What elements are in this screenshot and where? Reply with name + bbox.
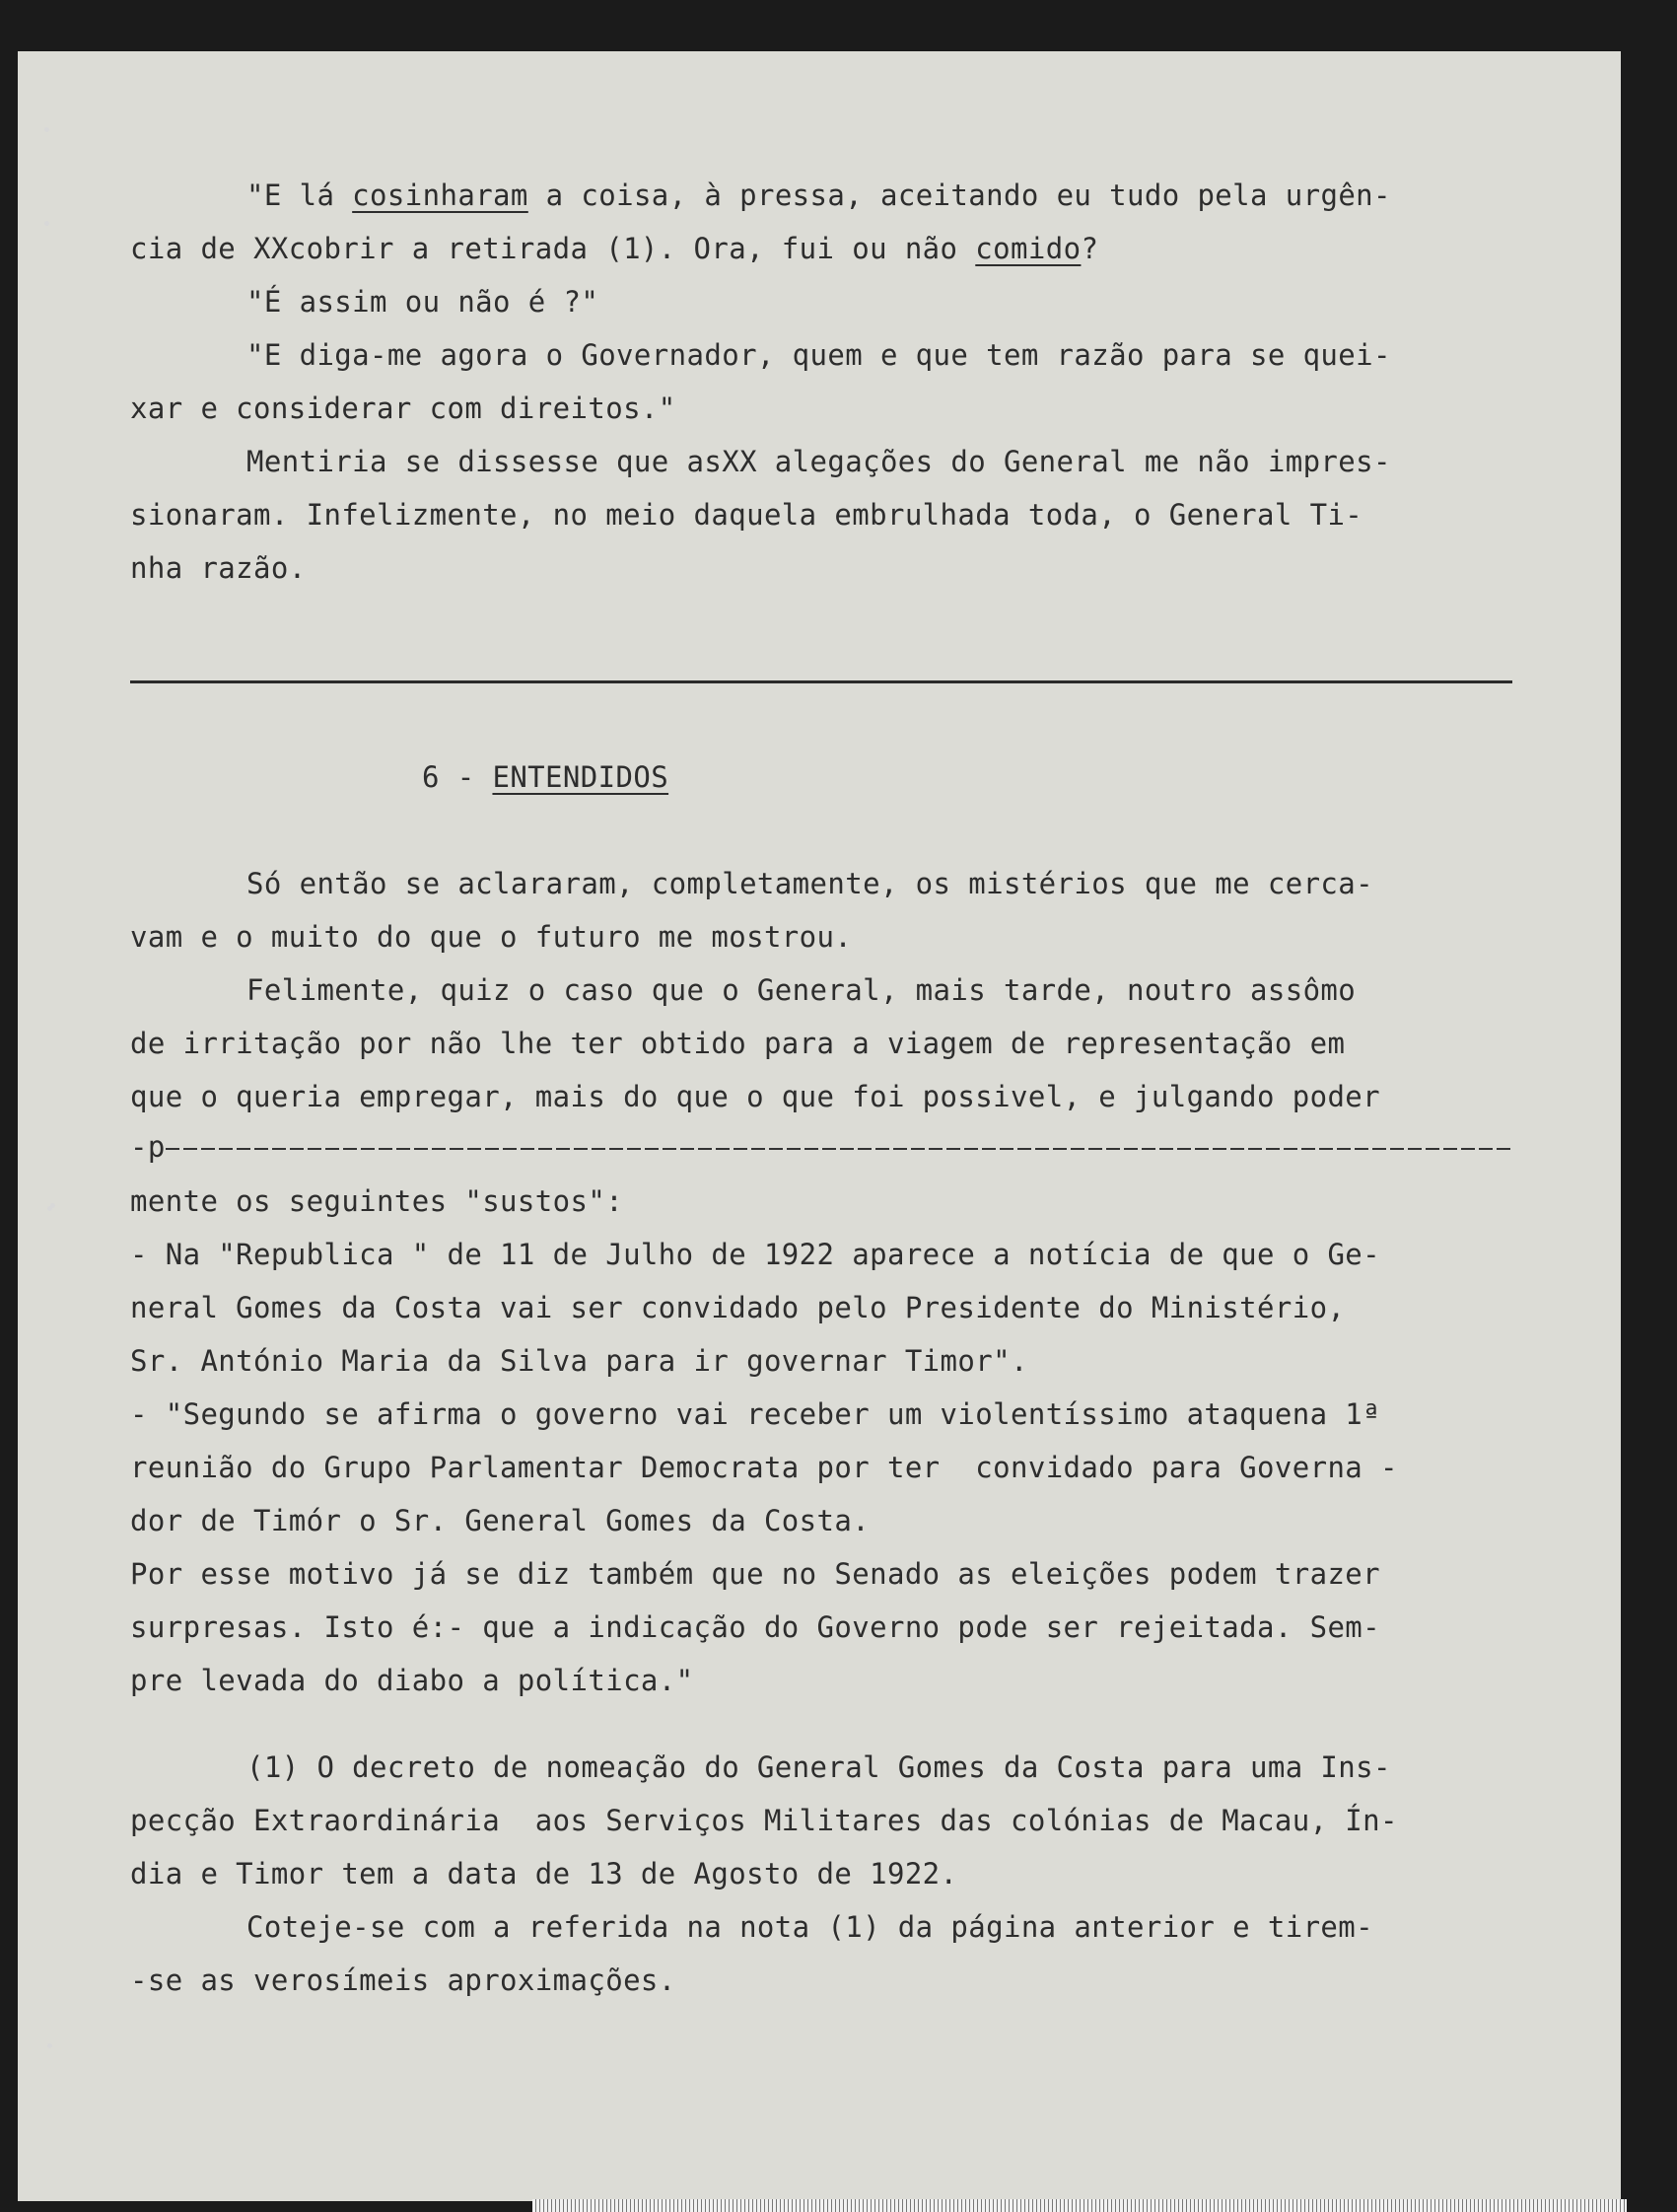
underlined-word: cosinharam <box>352 178 528 212</box>
underlined-word: comido <box>975 232 1082 265</box>
text-line: Felimente, quiz o caso que o General, mais tarde, noutro assômo <box>246 973 1357 1007</box>
typed-page <box>18 51 1621 2201</box>
text-line: - Na "Republica " de 11 de Julho de 1922 aparece a notícia de que o Ge- <box>130 1238 1381 1271</box>
footnote-line: -se as verosímeis aproximações. <box>130 1963 676 1997</box>
text-line: reunião do Grupo Parlamentar Democrata por ter convidado para Governa - <box>130 1451 1398 1484</box>
text-line: vam e o muito do que o futuro me mostrou. <box>130 920 853 954</box>
text-line: "E diga-me agora o Governador, quem e que tem razão para se quei- <box>246 338 1391 372</box>
text-line: pre levada do diabo a política." <box>130 1664 694 1697</box>
dashed-divider <box>166 1148 1512 1150</box>
footnote-line: dia e Timor tem a data de 13 de Agosto de 1922. <box>130 1857 958 1891</box>
text-line: xar e considerar com direitos." <box>130 392 676 425</box>
text-line: Mentiria se dissesse que asXX alegações do General me não impres- <box>246 445 1391 478</box>
margin-mark <box>44 221 49 226</box>
footnote-line: Coteje-se com a referida na nota (1) da página anterior e tirem- <box>246 1910 1374 1944</box>
footnote-line: (1) O decreto de nomeação do General Gomes da Costa para uma Ins- <box>246 1750 1391 1784</box>
section-number: 6 - <box>422 760 493 794</box>
margin-mark <box>44 127 49 132</box>
section-divider <box>130 680 1512 683</box>
margin-mark <box>47 2043 52 2048</box>
text-line: "É assim ou não é ?" <box>246 285 599 319</box>
text-line: Por esse motivo já se diz também que no Senado as eleições podem trazer <box>130 1557 1381 1591</box>
text-line: Só então se aclararam, completamente, os mistérios que me cerca- <box>246 867 1374 900</box>
text-line: mente os seguintes "sustos": <box>130 1184 624 1218</box>
text-line: nha razão. <box>130 551 307 585</box>
margin-mark <box>50 1203 55 1208</box>
text-line: cia de XXcobrir a retirada (1). Ora, fui ou não comido? <box>130 232 1099 265</box>
footnote-line: pecção Extraordinária aos Serviços Militares das colónias de Macau, Ín- <box>130 1804 1398 1837</box>
text-line: Sr. António Maria da Silva para ir governar Timor". <box>130 1344 1028 1378</box>
dash-marker: -p <box>130 1130 166 1164</box>
text-line: sionaram. Infelizmente, no meio daquela embrulhada toda, o General Ti- <box>130 498 1363 532</box>
scan-ruler <box>532 2199 1627 2212</box>
text-line: - "Segundo se afirma o governo vai receber um violentíssimo ataquena 1ª <box>130 1397 1381 1431</box>
section-title: ENTENDIDOS <box>492 760 669 794</box>
text-line: dor de Timór o Sr. General Gomes da Costa. <box>130 1504 871 1537</box>
text-line: surpresas. Isto é:- que a indicação do Governo pode ser rejeitada. Sem- <box>130 1610 1381 1644</box>
text-line: neral Gomes da Costa vai ser convidado pelo Presidente do Ministério, <box>130 1291 1346 1324</box>
text-line: "E lá cosinharam a coisa, à pressa, aceitando eu tudo pela urgên- <box>246 178 1391 212</box>
text-line: de irritação por não lhe ter obtido para a viagem de representação em <box>130 1027 1346 1060</box>
text-line: que o queria empregar, mais do que o que foi possivel, e julgando poder <box>130 1080 1381 1113</box>
section-heading <box>422 760 669 794</box>
